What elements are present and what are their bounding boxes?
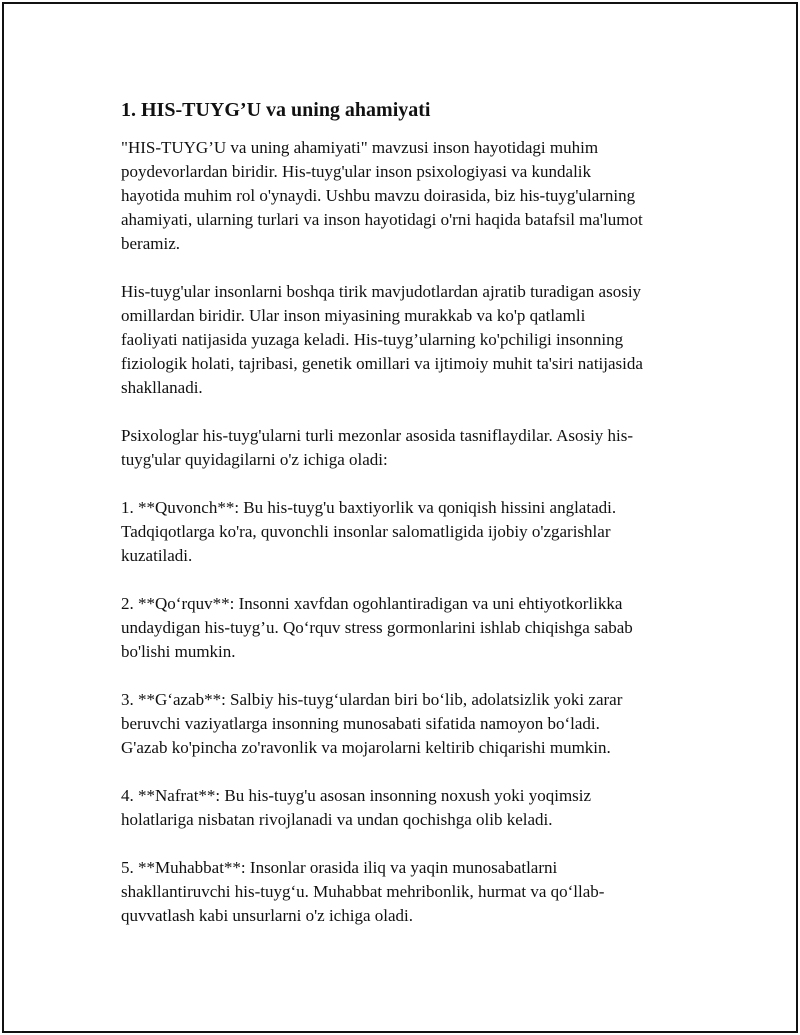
paragraph-intro: "HIS-TUYG’U va uning ahamiyati" mavzusi inson hayotidagi muhim poydevorlardan biridir. His-tuyg'ular inson psixologiyasi va kundalik hayotida muhim rol o'ynaydi. Ushbu mavzu doirasida, biz his-tuyg'ularning ahamiyati, ularning turlari va inson hayotidagi o'rni haqida batafsil ma'lumot beramiz. bbox=[121, 138, 643, 253]
list-item-quvonch: 1. **Quvonch**: Bu his-tuyg'u baxtiyorlik va qoniqish hissini anglatadi. Tadqiqotlarga ko'ra, quvonchli insonlar salomatligida ijobiy o'zgarishlar kuzatiladi. bbox=[121, 498, 617, 565]
page-frame bbox=[2, 2, 798, 1033]
list-item-nafrat: 4. **Nafrat**: Bu his-tuyg'u asosan insonning noxush yoki yoqimsiz holatlariga nisbatan rivojlanadi va undan qochishga olib keladi. bbox=[121, 786, 592, 829]
document-title: 1. HIS-TUYG’U va uning ahamiyati bbox=[121, 99, 431, 121]
document-body bbox=[121, 96, 691, 952]
paragraph-classification: Psixologlar his-tuyg'ularni turli mezonlar asosida tasniflaydilar. Asosiy his- tuyg'ular quyidagilarni o'z ichiga oladi: bbox=[121, 426, 634, 469]
paragraph-emotions-origin: His-tuyg'ular insonlarni boshqa tirik mavjudotlardan ajratib turadigan asosiy omillardan biridir. Ular inson miyasining murakkab va ko'p qatlamli faoliyati natijasida yuzaga keladi. His-tuyg’ularning ko'pchiligi insonning fiziologik holati, tajribasi, genetik omillari va ijtimoiy muhit ta'siri natijasida shakllanadi. bbox=[121, 282, 643, 397]
list-item-gazab: 3. **G‘azab**: Salbiy his-tuyg‘ulardan biri bo‘lib, adolatsizlik yoki zarar beruvchi vaziyatlarga insonning munosabati sifatida namoyon bo‘ladi. G'azab ko'pincha zo'ravonlik va mojarolarni keltirib chiqarishi mumkin. bbox=[121, 690, 623, 757]
list-item-qorquv: 2. **Qo‘rquv**: Insonni xavfdan ogohlantiradigan va uni ehtiyotkorlikka undaydigan his-tuyg’u. Qo‘rquv stress gormonlarini ishlab chiqishga sabab bo'lishi mumkin. bbox=[121, 594, 633, 661]
list-item-muhabbat: 5. **Muhabbat**: Insonlar orasida iliq va yaqin munosabatlarni shakllantiruvchi his-tuyg‘u. Muhabbat mehribonlik, hurmat va qo‘llab- quvvatlash kabi unsurlarni o'z ichiga oladi. bbox=[121, 858, 605, 925]
